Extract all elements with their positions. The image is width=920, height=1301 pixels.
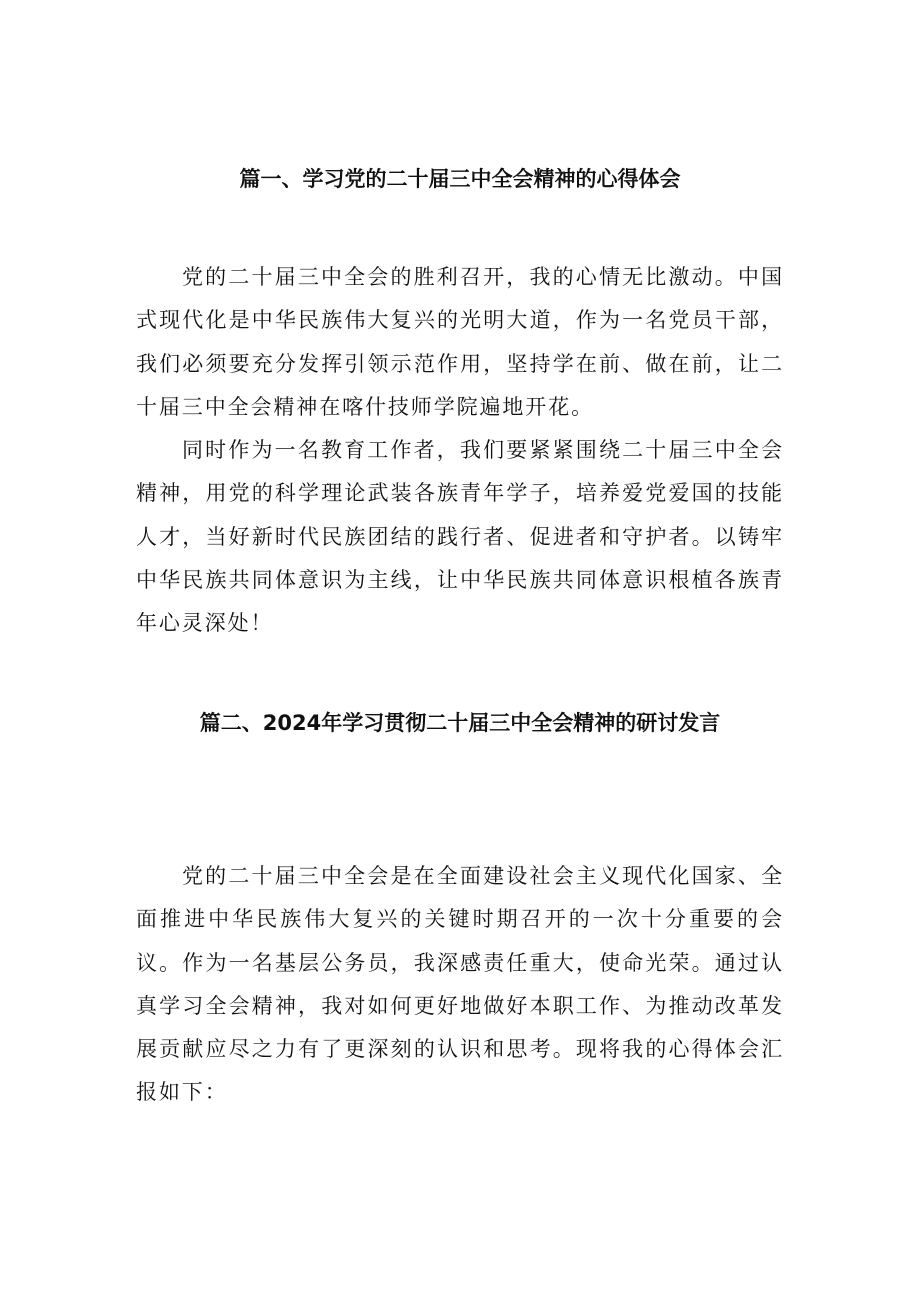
section-2-title: 篇二、2024年学习贯彻二十届三中全会精神的研讨发言 [199, 711, 721, 735]
section-1-paragraph-1: 党的二十届三中全会的胜利召开，我的心情无比激动。中国式现代化是中华民族伟大复兴的光明大道，作为一名党员干部，我们必须要充分发挥引领示范作用，坚持学在前、做在前，让二十届三中全会精神在喀什技师学院遍地开花。 [136, 265, 784, 419]
section-1-title: 篇一、学习党的二十届三中全会精神的心得体会 [239, 167, 681, 191]
document-page [136, 0, 784, 1301]
section-1-paragraph-2: 同时作为一名教育工作者，我们要紧紧围绕二十届三中全会精神，用党的科学理论武装各族青年学子，培养爱党爱国的技能人才，当好新时代民族团结的践行者、促进者和守护者。以铸牢中华民族共同体意识为主线，让中华民族共同体意识根植各族青年心灵深处！ [136, 438, 784, 636]
section-2-paragraph-1: 党的二十届三中全会是在全面建设社会主义现代化国家、全面推进中华民族伟大复兴的关键时期召开的一次十分重要的会议。作为一名基层公务员，我深感责任重大，使命光荣。通过认真学习全会精神，我对如何更好地做好本职工作、为推动改革发展贡献应尽之力有了更深刻的认识和思考。现将我的心得体会汇报如下： [136, 864, 784, 1105]
